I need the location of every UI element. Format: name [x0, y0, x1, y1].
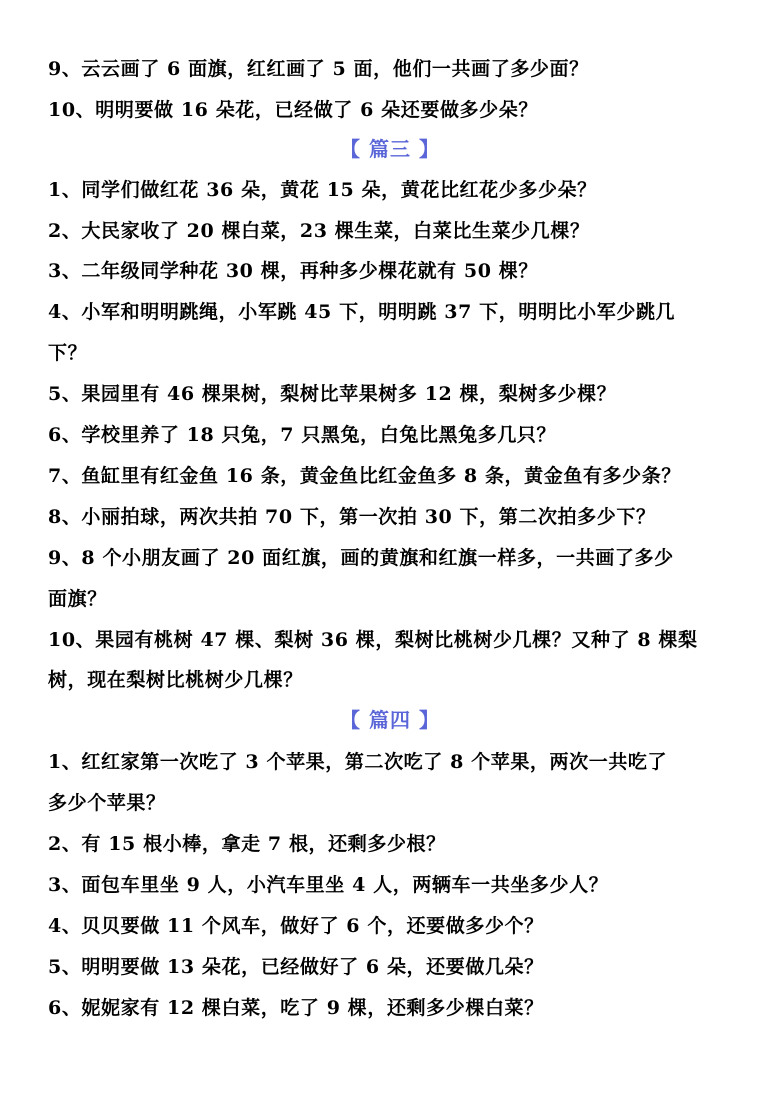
question-line: 多少个苹果？	[48, 792, 166, 814]
question-line: 9、云云画了 6 面旗，红红画了 5 面，他们一共画了多少面？	[48, 58, 589, 80]
question-line: 2、有 15 根小棒，拿走 7 根，还剩多少根？	[48, 833, 446, 855]
question-line: 4、贝贝要做 11 个风车，做好了 6 个，还要做多少个？	[48, 915, 544, 937]
question-line: 1、同学们做红花 36 朵，黄花 15 朵，黄花比红花少多少朵？	[48, 179, 597, 201]
question-line: 面旗？	[48, 588, 107, 610]
question-line: 2、大民家收了 20 棵白菜，23 棵生菜，白菜比生菜少几棵？	[48, 220, 590, 242]
question-line: 树，现在梨树比桃树少几棵？	[48, 669, 303, 691]
question-line: 5、明明要做 13 朵花，已经做好了 6 朵，还要做几朵？	[48, 956, 544, 978]
section-heading-3: 【 篇三 】	[340, 137, 440, 161]
section-heading-4: 【 篇四 】	[340, 708, 440, 732]
question-line: 7、鱼缸里有红金鱼 16 条，黄金鱼比红金鱼多 8 条，黄金鱼有多少条？	[48, 465, 681, 487]
question-line: 6、妮妮家有 12 棵白菜，吃了 9 棵，还剩多少棵白菜？	[48, 997, 544, 1019]
question-line: 8、小丽拍球，两次共拍 70 下，第一次拍 30 下，第二次拍多少下？	[48, 506, 656, 528]
question-line: 10、明明要做 16 朵花，已经做了 6 朵还要做多少朵？	[48, 99, 538, 121]
question-line: 9、8 个小朋友画了 20 面红旗，画的黄旗和红旗一样多，一共画了多少	[48, 547, 674, 569]
question-line: 10、果园有桃树 47 棵、梨树 36 棵，梨树比桃树少几棵？又种了 8 棵梨	[48, 629, 698, 651]
question-line: 3、二年级同学种花 30 棵，再种多少棵花就有 50 棵？	[48, 260, 538, 282]
question-line: 1、红红家第一次吃了 3 个苹果，第二次吃了 8 个苹果，两次一共吃了	[48, 751, 668, 773]
question-line: 5、果园里有 46 棵果树，梨树比苹果树多 12 棵，梨树多少棵？	[48, 383, 617, 405]
question-line: 下？	[48, 342, 88, 364]
question-line: 4、小军和明明跳绳，小军跳 45 下，明明跳 37 下，明明比小军少跳几	[48, 301, 676, 323]
question-line: 6、学校里养了 18 只兔，7 只黑兔，白兔比黑兔多几只？	[48, 424, 557, 446]
question-line: 3、面包车里坐 9 人，小汽车里坐 4 人，两辆车一共坐多少人？	[48, 874, 609, 896]
